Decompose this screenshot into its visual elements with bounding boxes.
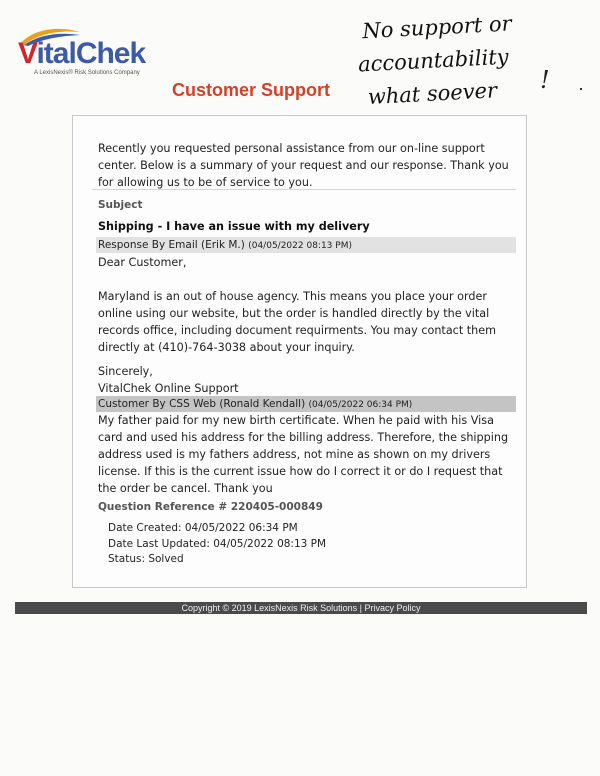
intro-text: Recently you requested personal assistance from our on-line support center. Below is a summary of your request and our response. Thank you for allowing us to be of service to you. xyxy=(98,142,509,189)
footer-copyright: Copyright © 2019 LexisNexis Risk Solutions xyxy=(181,603,358,613)
handwritten-note xyxy=(356,5,571,115)
response-author: Response By Email (Erik M.) xyxy=(98,239,245,251)
note-dot xyxy=(580,88,582,90)
subject-label: Subject xyxy=(98,199,143,211)
page-title: Customer Support xyxy=(172,80,331,100)
customer-author: Customer By CSS Web (Ronald Kendall) xyxy=(98,398,306,410)
customer-date: (04/05/2022 06:34 PM) xyxy=(308,400,413,410)
logo-wordmark xyxy=(18,39,145,69)
logo-tagline: A LexisNexis® Risk Solutions Company xyxy=(34,70,140,76)
response-closing: Sincerely, xyxy=(98,365,153,378)
response-greeting: Dear Customer, xyxy=(98,256,187,269)
logo-rest: italChek xyxy=(36,37,146,70)
status: Status: Solved xyxy=(108,553,184,565)
footer-separator: | xyxy=(357,603,365,613)
vitalchek-logo xyxy=(14,26,174,78)
logo-v: V xyxy=(18,37,37,70)
date-updated: Date Last Updated: 04/05/2022 08:13 PM xyxy=(108,538,327,550)
footer-bar xyxy=(15,602,587,614)
response-paragraph: Maryland is an out of house agency. This means you place your order online using our website, but the order is handled directly by the vital records office, including document requirments. You may contact them directly at (410)-764-3038 about your inquiry. xyxy=(98,290,497,354)
privacy-policy-link[interactable]: Privacy Policy xyxy=(364,603,421,613)
customer-message-text: My father paid for my new birth certificate. When he paid with his Visa card and used his address for the billing address. Therefore, the shipping address used is my fathers address, not mine as shown on my drivers license. If this is the current issue how do I correct it or do I request that the order be cancel. Thank you xyxy=(98,414,509,495)
divider xyxy=(92,189,516,190)
note-line-2: accountability xyxy=(357,44,510,77)
date-created: Date Created: 04/05/2022 06:34 PM xyxy=(108,522,298,534)
note-exclamation: ! xyxy=(540,66,550,94)
response-date: (04/05/2022 08:13 PM) xyxy=(248,241,352,251)
customer-message-header xyxy=(96,396,516,412)
response-header xyxy=(96,237,516,253)
note-line-1: No support or xyxy=(361,11,513,44)
question-reference: Question Reference # 220405-000849 xyxy=(98,501,323,513)
subject-value: Shipping - I have an issue with my delivery xyxy=(98,220,370,233)
note-line-3: what soever xyxy=(367,78,498,110)
response-signature: VitalChek Online Support xyxy=(98,382,239,395)
